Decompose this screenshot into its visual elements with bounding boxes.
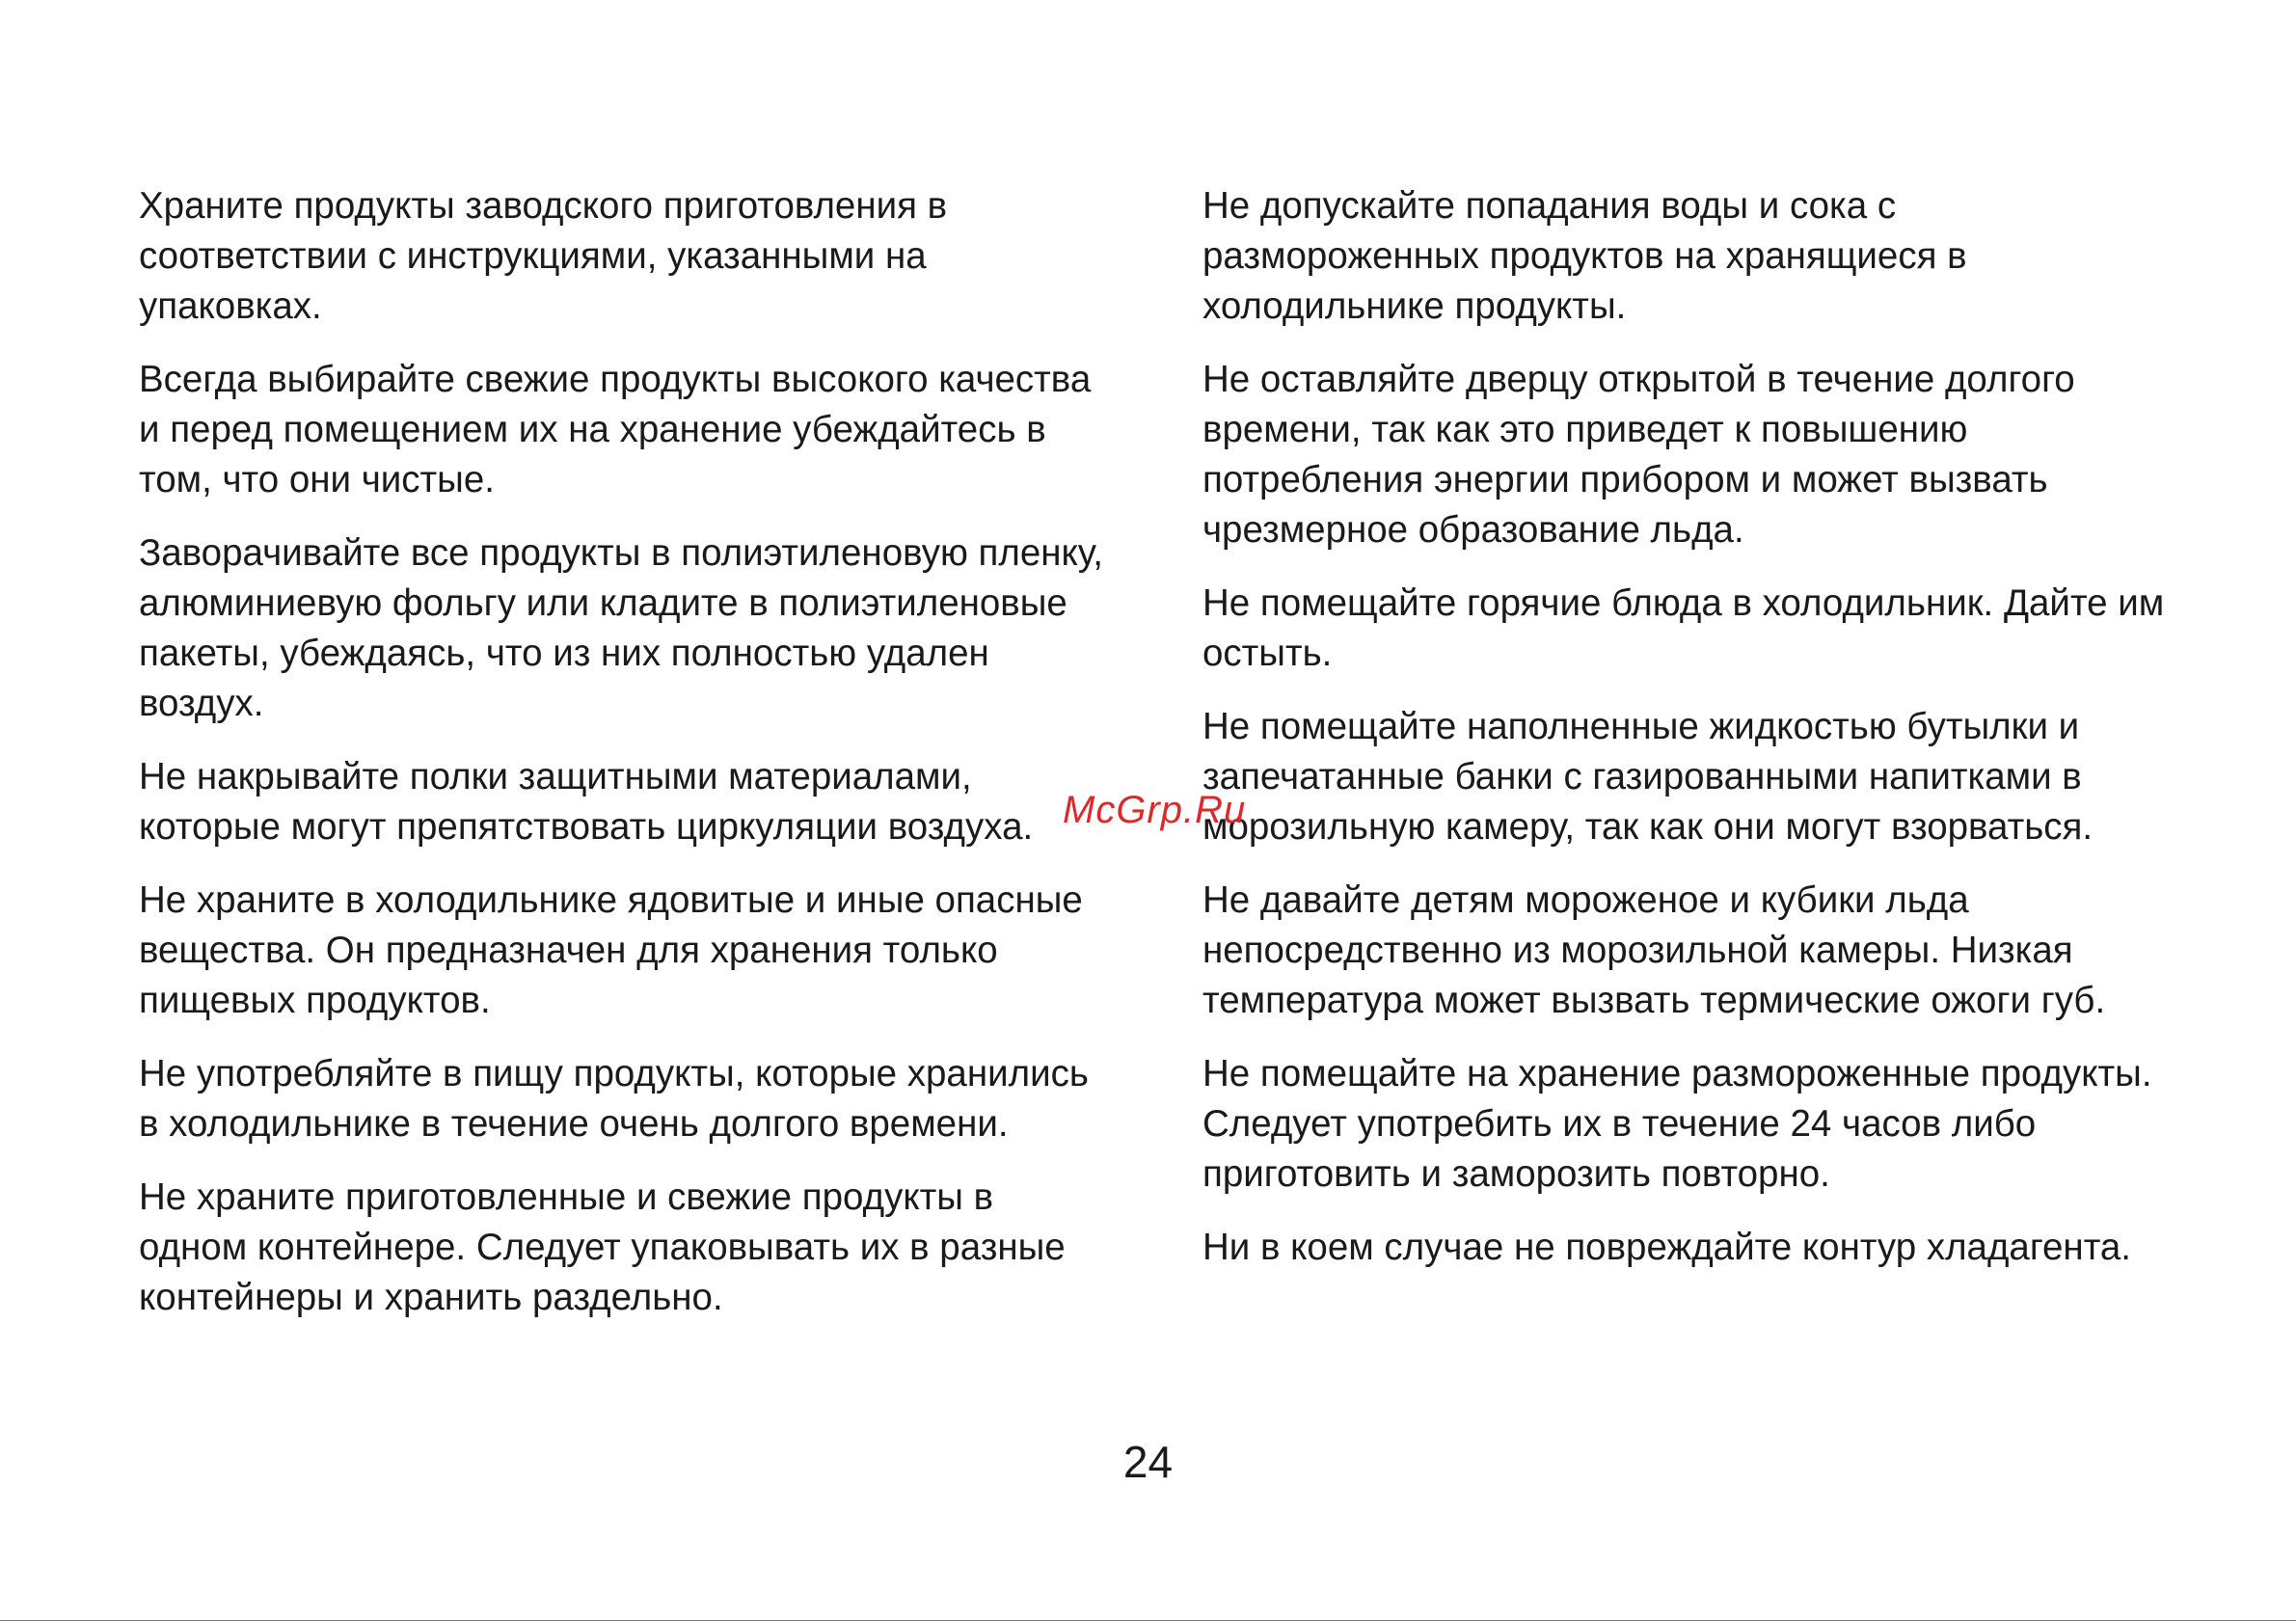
paragraph: Не помещайте наполненные жидкостью бутылки и запечатанные банки с газированными напитками в морозильную камеру, так как они могут взорваться. — [1202, 706, 2093, 848]
paragraph: Не храните в холодильнике ядовитые и иные опасные вещества. Он предназначен для хранения только пищевых продуктов. — [139, 879, 1083, 1021]
watermark: McGrp.Ru — [1063, 789, 1247, 831]
paragraph: Не допускайте попадания воды и сока с размороженных продуктов на хранящиеся в холодильнике продукты. — [1202, 185, 1967, 327]
paragraph: Не помещайте на хранение размороженные продукты. Следует употребить их в течение 24 часов либо приготовить и заморозить повторно. — [1202, 1053, 2152, 1195]
paragraph: Не помещайте горячие блюда в холодильник. Дайте им остыть. — [1202, 582, 2165, 674]
paragraph: Не накрывайте полки защитными материалами, которые могут препятствовать циркуляции воздуха. — [139, 756, 1034, 848]
page-number: 24 — [1122, 1437, 1174, 1487]
left-column — [139, 181, 1103, 1346]
paragraph: Ни в коем случае не повреждайте контур хладагента. — [1202, 1227, 2132, 1268]
paragraph: Не употребляйте в пищу продукты, которые хранились в холодильнике в течение очень долгого времени. — [139, 1053, 1089, 1145]
right-column — [1202, 181, 2176, 1296]
paragraph: Всегда выбирайте свежие продукты высокого качества и перед помещением их на хранение убеждайтесь в том, что они чистые. — [139, 359, 1092, 500]
paragraph: Не храните приготовленные и свежие продукты в одном контейнере. Следует упаковывать их в разные контейнеры и хранить раздельно. — [139, 1176, 1066, 1318]
paragraph: Не давайте детям мороженое и кубики льда непосредственно из морозильной камеры. Низкая температура может вызвать термические ожоги губ. — [1202, 879, 2106, 1021]
paragraph: Храните продукты заводского приготовления в соответствии с инструкциями, указанными на упаковках. — [139, 185, 948, 327]
paragraph: Не оставляйте дверцу открытой в течение долгого времени, так как это приведет к повышению потребления энергии прибором и может вызвать чрезмерное образование льда. — [1202, 359, 2075, 551]
paragraph: Заворачивайте все продукты в полиэтиленовую пленку, алюминиевую фольгу или кладите в полиэтиленовые пакеты, убеждаясь, что из них полностью удален воздух. — [139, 532, 1103, 724]
